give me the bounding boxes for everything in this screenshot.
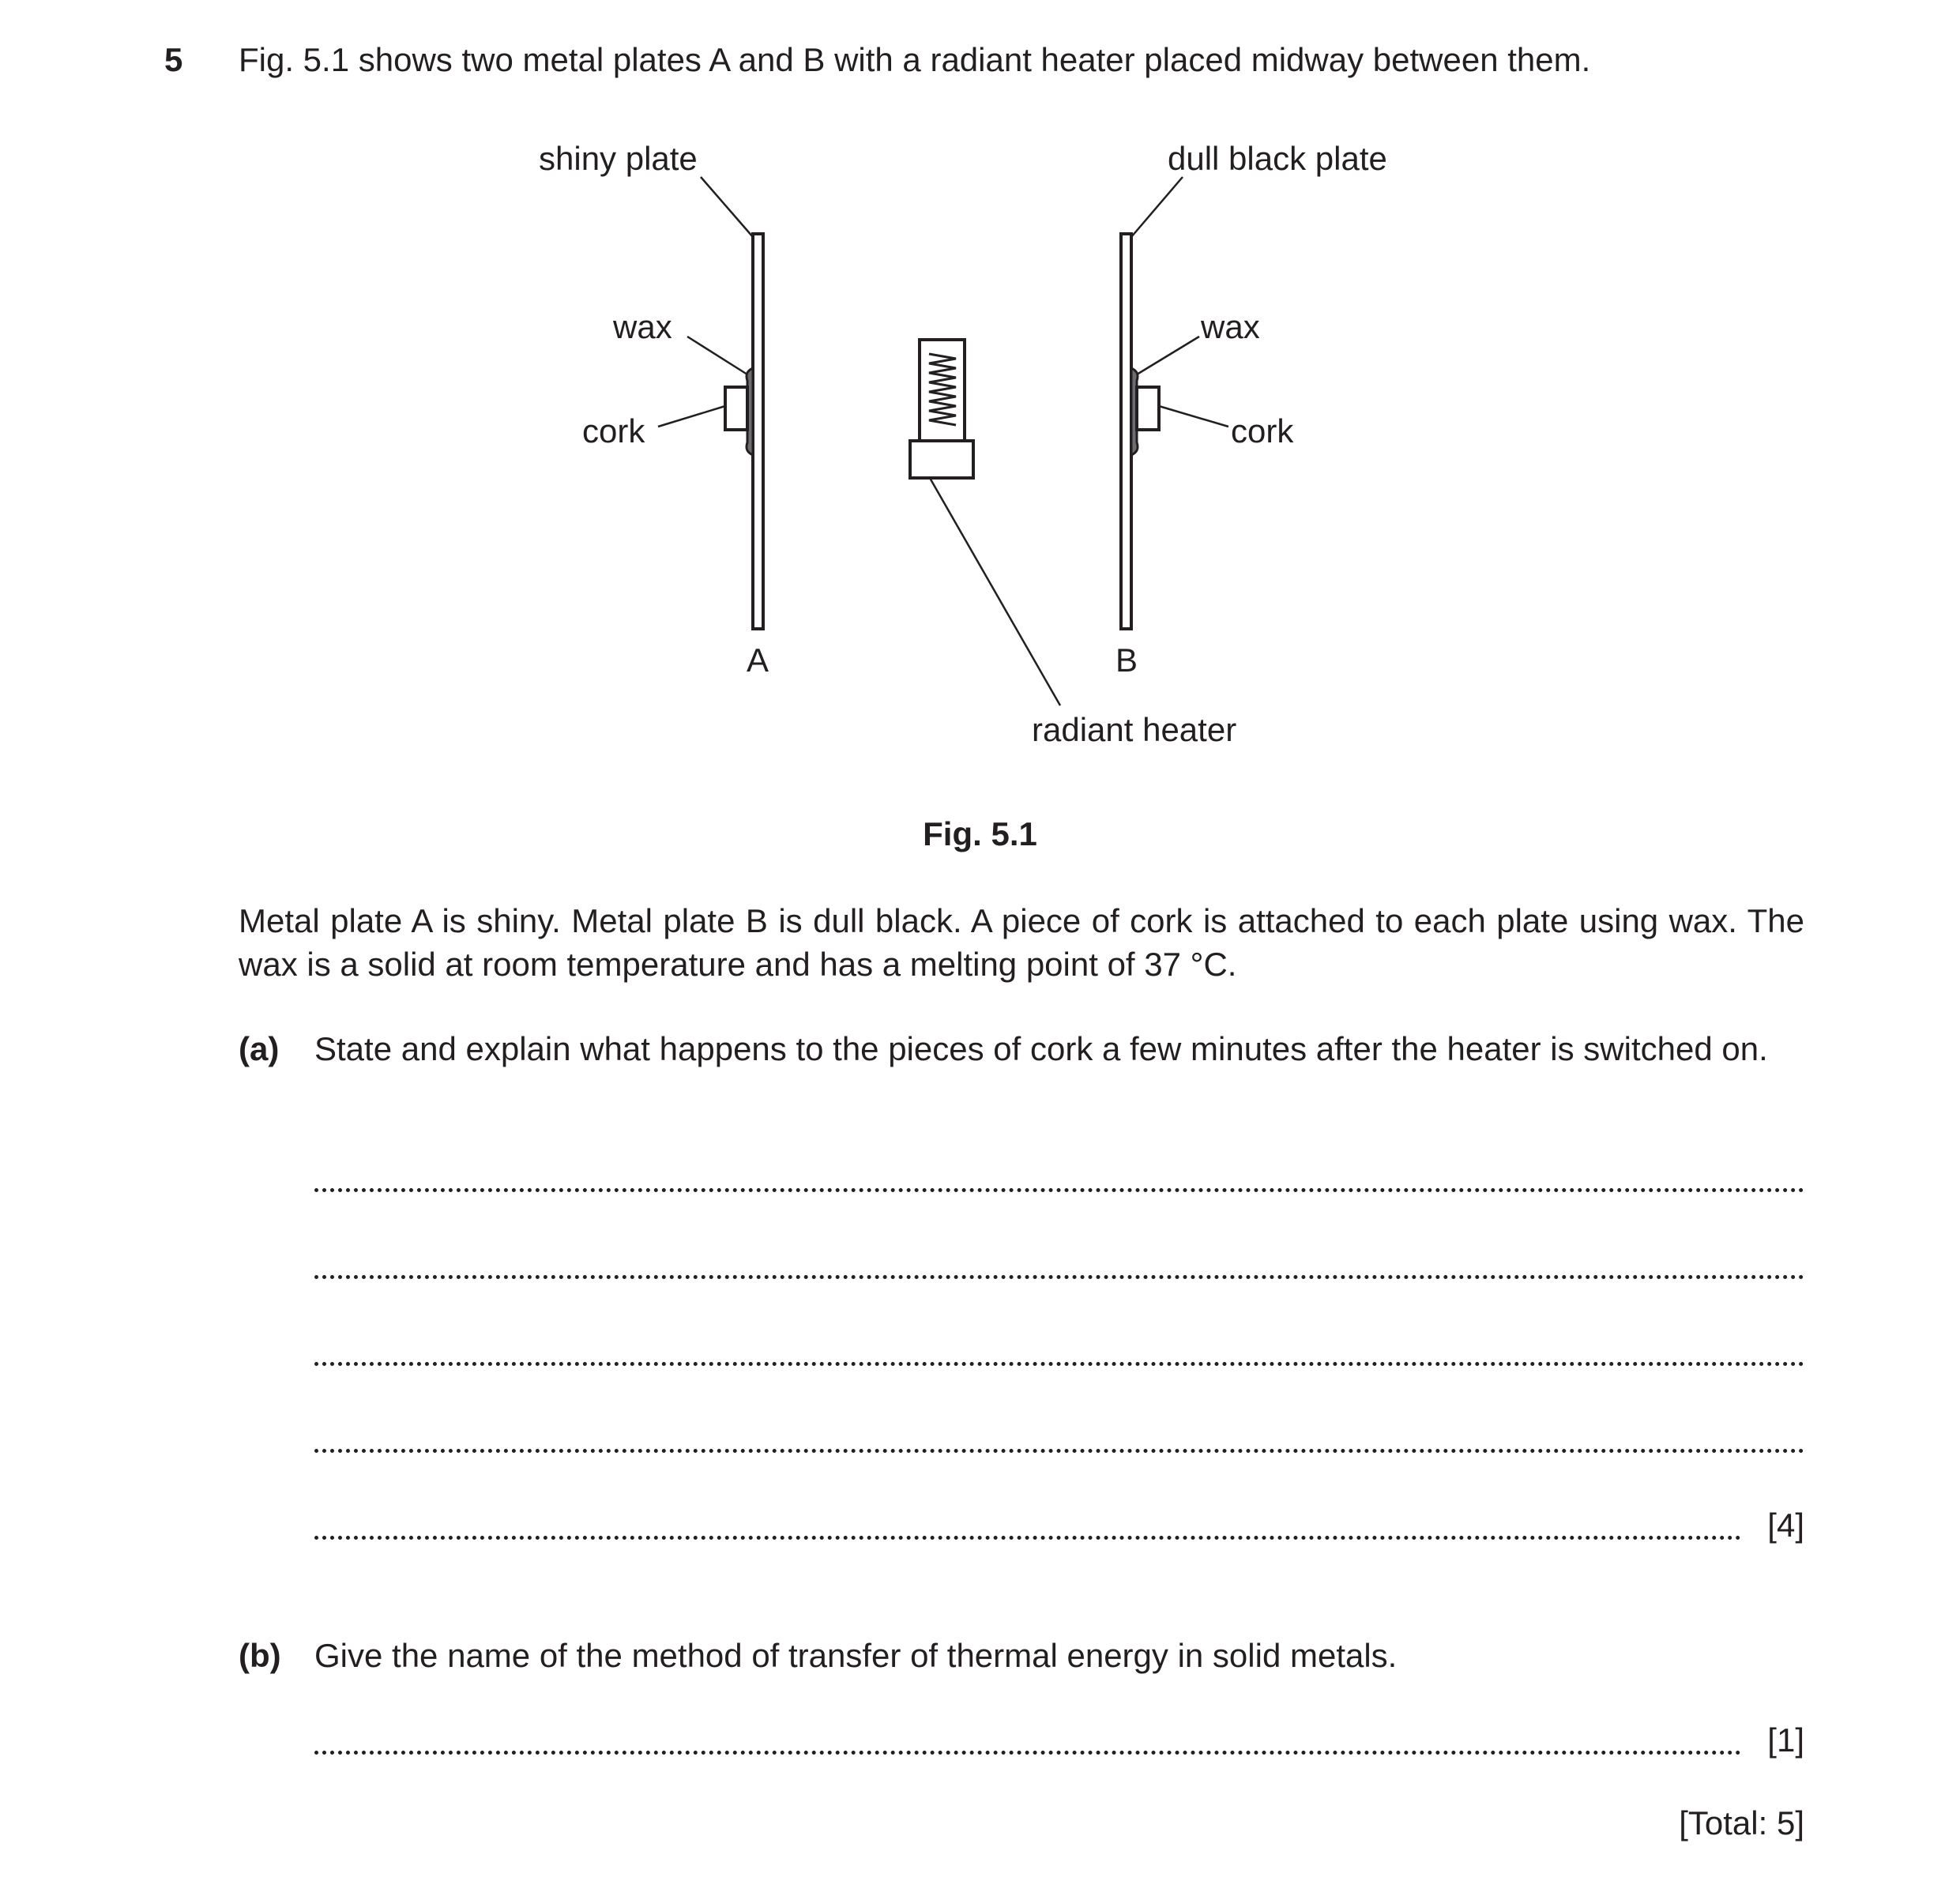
cork-left-shape <box>725 387 747 430</box>
part-a-answer-line-5[interactable] <box>314 1528 1741 1540</box>
leader-radiant-heater <box>930 478 1060 705</box>
label-plate-a: A <box>747 641 769 679</box>
part-a-answer-line-4[interactable] <box>314 1441 1804 1453</box>
label-shiny-plate: shiny plate <box>539 140 698 177</box>
context-paragraph: Metal plate A is shiny. Metal plate B is dull black. A piece of cork is attached to each plate using wax. The wax is a solid at room temperature and has a melting point of 37 °C. <box>239 902 1804 983</box>
question-number: 5 <box>164 41 183 78</box>
part-b-marks: [1] <box>1767 1721 1804 1759</box>
part-a-answer-line-2[interactable] <box>314 1267 1804 1279</box>
leader-cork-right <box>1159 406 1228 427</box>
question-intro: Fig. 5.1 shows two metal plates A and B with a radiant heater placed midway between them. <box>239 41 1591 78</box>
leader-wax-right <box>1137 337 1199 374</box>
cork-right-shape <box>1137 387 1159 430</box>
label-cork-right: cork <box>1231 412 1294 450</box>
label-radiant-heater: radiant heater <box>1032 711 1237 748</box>
label-dull-black-plate: dull black plate <box>1168 140 1387 177</box>
part-a-marks: [4] <box>1767 1507 1804 1544</box>
plate-a-shape <box>753 234 763 629</box>
figure-diagram <box>0 0 1960 885</box>
label-wax-left: wax <box>613 308 672 345</box>
leader-cork-left <box>658 406 725 427</box>
part-b-label: (b) <box>239 1637 281 1674</box>
leader-wax-left <box>687 337 747 374</box>
part-a-label: (a) <box>239 1030 280 1067</box>
label-plate-b: B <box>1115 641 1138 679</box>
part-a-answer-line-3[interactable] <box>314 1354 1804 1366</box>
label-wax-right: wax <box>1201 308 1260 345</box>
heater-base <box>910 441 973 478</box>
label-cork-left: cork <box>582 412 645 450</box>
part-b-answer-line[interactable] <box>314 1743 1741 1755</box>
part-b-text: Give the name of the method of transfer of thermal energy in solid metals. <box>314 1637 1398 1674</box>
plate-b-shape <box>1121 234 1131 629</box>
figure-caption: Fig. 5.1 <box>923 815 1037 852</box>
leader-shiny-plate <box>701 177 753 237</box>
part-a-answer-line-1[interactable] <box>314 1180 1804 1192</box>
part-a-text: State and explain what happens to the pieces of cork a few minutes after the heater is switched on. <box>314 1030 1768 1067</box>
total-marks: [Total: 5] <box>1679 1804 1804 1841</box>
leader-dull-black-plate <box>1131 177 1183 237</box>
